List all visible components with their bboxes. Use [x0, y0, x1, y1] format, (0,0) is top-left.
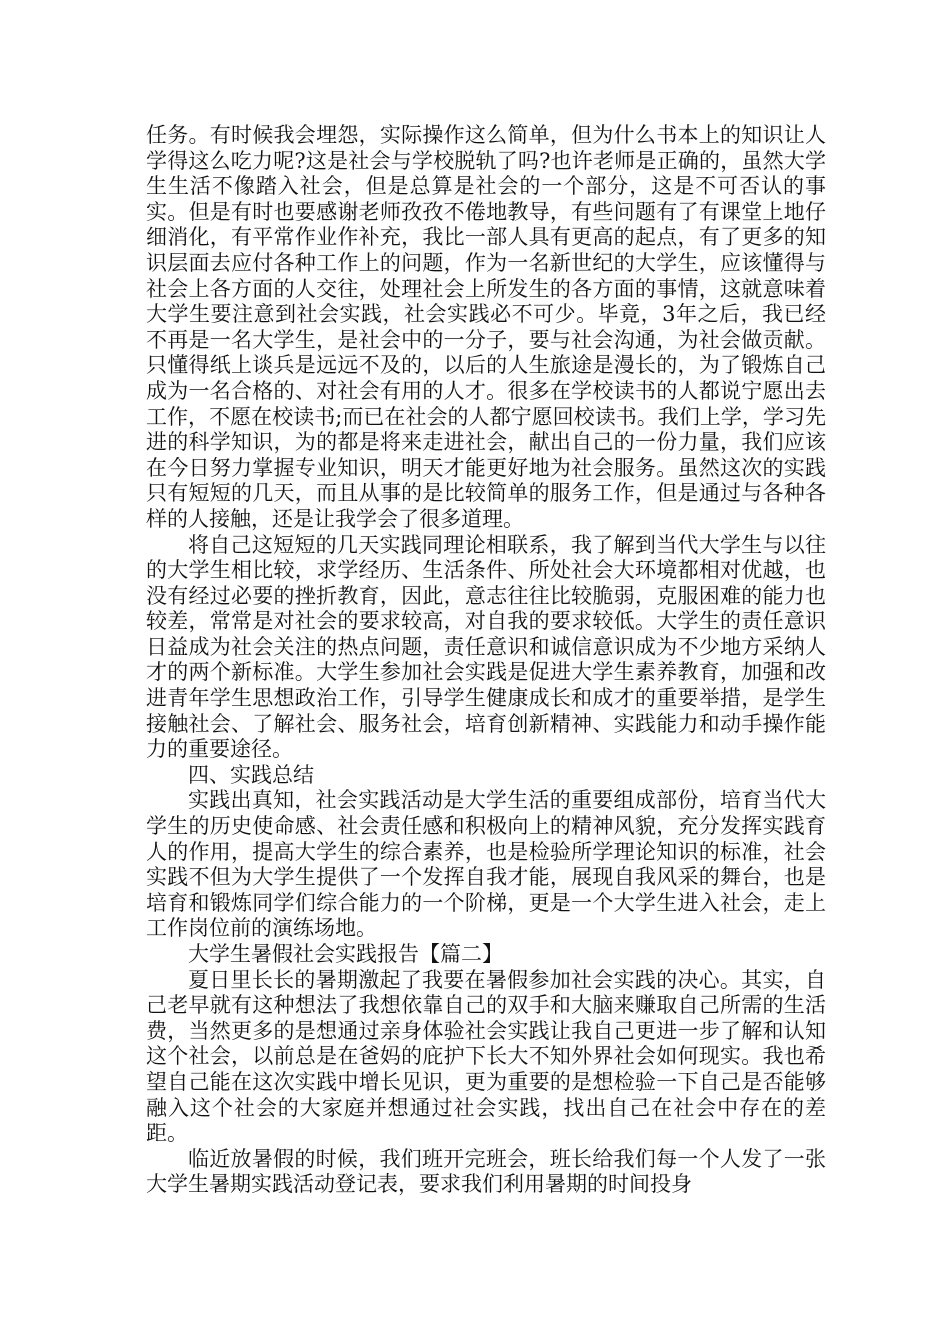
paragraph-2: 将自己这短短的几天实践同理论相联系，我了解到当代大学生与以往的大学生相比较，求学经历、生活条件、所处社会大环境都相对优越，也没有经过必要的挫折教育，因此，意志往往比较脆弱，克服困难的能力也较差，常常是对社会的要求较高，对自我的要求较低。大学生的责任意识日益成为社会关注的热点问题，责任意识和诚信意识成为不少地方采纳人才的两个新标准。大学生参加社会实践是促进大学生素养教育，加强和改进青年学生思想政治工作，引导学生健康成长和成才的重要举措，是学生接触社会、了解社会、服务社会，培育创新精神、实践能力和动手操作能力的重要途径。: [146, 532, 826, 762]
paragraph-5: 临近放暑假的时候，我们班开完班会，班长给我们每一个人发了一张大学生暑期实践活动登记表，要求我们利用暑期的时间投身: [146, 1146, 826, 1197]
document-body: [146, 123, 826, 1198]
paragraph-4: 夏日里长长的暑期激起了我要在暑假参加社会实践的决心。其实，自己老早就有这种想法了我想依靠自己的双手和大脑来赚取自己所需的生活费，当然更多的是想通过亲身体验社会实践让我自己更进一步了解和认知这个社会，以前总是在爸妈的庇护下长大不知外界社会如何现实。我也希望自己能在这次实践中增长见识，更为重要的是想检验一下自己是否能够融入这个社会的大家庭并想通过社会实践，找出自己在社会中存在的差距。: [146, 967, 826, 1146]
paragraph-1: 任务。有时候我会埋怨，实际操作这么简单，但为什么书本上的知识让人学得这么吃力呢?这是社会与学校脱轨了吗?也许老师是正确的，虽然大学生生活不像踏入社会，但是总算是社会的一个部分，这是不可否认的事实。但是有时也要感谢老师孜孜不倦地教导，有些问题有了有课堂上地仔细消化，有平常作业作补充，我比一部人具有更高的起点，有了更多的知识层面去应付各种工作上的问题，作为一名新世纪的大学生，应该懂得与社会上各方面的人交往，处理社会上所发生的各方面的事情，这就意味着大学生要注意到社会实践，社会实践必不可少。毕竟，3年之后，我已经不再是一名大学生，是社会中的一分子，要与社会沟通，为社会做贡献。只懂得纸上谈兵是远远不及的，以后的人生旅途是漫长的，为了锻炼自己成为一名合格的、对社会有用的人才。很多在学校读书的人都说宁愿出去工作，不愿在校读书;而已在社会的人都宁愿回校读书。我们上学，学习先进的科学知识，为的都是将来走进社会，献出自己的一份力量，我们应该在今日努力掌握专业知识，明天才能更好地为社会服务。虽然这次的实践只有短短的几天，而且从事的是比较简单的服务工作，但是通过与各种各样的人接触，还是让我学会了很多道理。: [146, 123, 826, 531]
paragraph-3: 实践出真知，社会实践活动是大学生活的重要组成部份，培育当代大学生的历史使命感、社会责任感和积极向上的精神风貌，充分发挥实践育人的作用，提高大学生的综合素养，也是检验所学理论知识的标准，社会实践不但为大学生提供了一个发挥自我才能，展现自我风采的舞台，也是培育和锻炼同学们综合能力的一个阶梯，更是一个大学生进入社会，走上工作岗位前的演练场地。: [146, 788, 826, 941]
section-heading-summary: 四、实践总结: [188, 762, 314, 787]
article-title-part-two: 大学生暑假社会实践报告【篇二】: [188, 942, 503, 966]
